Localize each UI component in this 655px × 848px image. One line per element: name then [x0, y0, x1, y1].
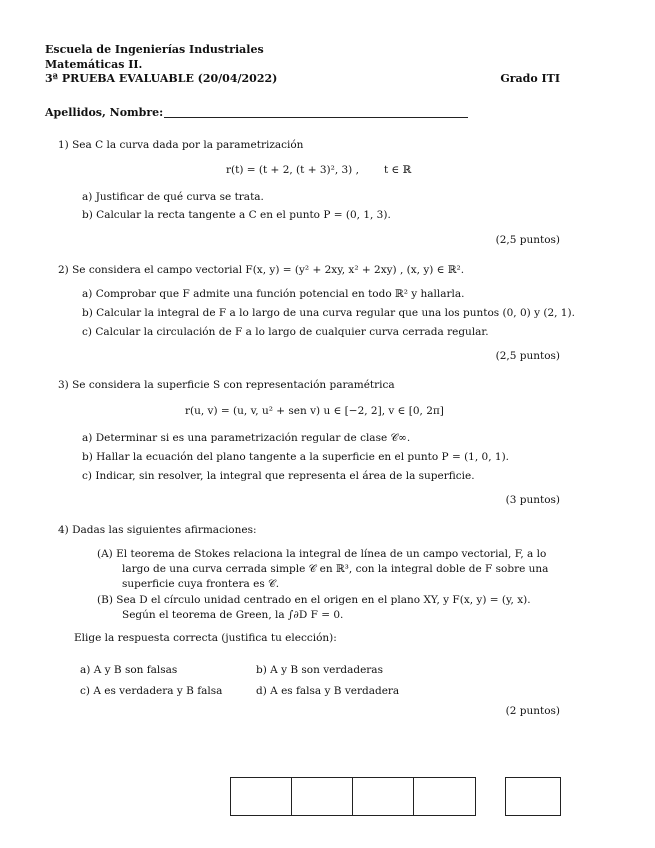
q1-formula: r(t) = (t + 2, (t + 3)², 3) ,	[226, 164, 359, 176]
q3-part-b: b) Hallar la ecuación del plano tangente a la superficie en el punto P = (1, 0, 1).	[82, 451, 510, 463]
q4-option-d[interactable]: d) A es falsa y B verdadera	[256, 685, 400, 697]
q3-part-c: c) Indicar, sin resolver, la integral que representa el área de la superficie.	[82, 470, 475, 482]
q3-part-a: a) Determinar si es una parametrización regular de clase 𝒞∞.	[82, 432, 411, 444]
score-box-2[interactable]	[291, 777, 353, 816]
q2-part-c: c) Calcular la circulación de F a lo largo de cualquier curva cerrada regular.	[82, 326, 489, 338]
q1-intro: 1) Sea C la curva dada por la parametrización	[58, 139, 304, 151]
q3-intro: 3) Se considera la superficie S con representación paramétrica	[58, 379, 395, 391]
q4-option-c[interactable]: c) A es verdadera y B falsa	[80, 685, 223, 697]
q1-domain: t ∈ ℝ	[384, 164, 412, 176]
name-label: Apellidos, Nombre:	[45, 106, 164, 119]
exam-title: 3ª PRUEBA EVALUABLE (20/04/2022)	[45, 72, 278, 85]
q4-statement-a-line1: (A) El teorema de Stokes relaciona la integral de línea de un campo vectorial, F, a lo	[97, 548, 547, 560]
school-name: Escuela de Ingenierías Industriales	[45, 43, 264, 56]
score-box-1[interactable]	[230, 777, 292, 816]
q4-intro: 4) Dadas las siguientes afirmaciones:	[58, 524, 257, 536]
q4-points: (2 puntos)	[505, 705, 560, 717]
q4-statement-b-line1: (B) Sea D el círculo unidad centrado en el origen en el plano XY, y F(x, y) = (y, x).	[97, 594, 531, 606]
q4-statement-a-line2: largo de una curva cerrada simple 𝒞 en ℝ³, con la integral doble de F sobre una	[122, 563, 549, 575]
q1-points: (2,5 puntos)	[495, 234, 560, 246]
q2-part-b: b) Calcular la integral de F a lo largo de una curva regular que una los puntos (0, 0) y (2, 1).	[82, 307, 575, 319]
q2-points: (2,5 puntos)	[495, 350, 560, 362]
score-box-4[interactable]	[413, 777, 476, 816]
total-score-box[interactable]	[505, 777, 561, 816]
score-box-3[interactable]	[352, 777, 414, 816]
q1-part-b: b) Calcular la recta tangente a C en el punto P = (0, 1, 3).	[82, 209, 391, 221]
grade-label: Grado ITI	[500, 72, 560, 85]
subject-name: Matemáticas II.	[45, 58, 143, 71]
q4-prompt: Elige la respuesta correcta (justifica tu elección):	[74, 632, 337, 644]
q2-intro: 2) Se considera el campo vectorial F(x, y) = (y² + 2xy, x² + 2xy) , (x, y) ∈ ℝ².	[58, 264, 465, 276]
q3-points: (3 puntos)	[505, 494, 560, 506]
name-field-line[interactable]	[164, 117, 468, 118]
q1-part-a: a) Justificar de qué curva se trata.	[82, 191, 264, 203]
q4-option-a[interactable]: a) A y B son falsas	[80, 664, 178, 676]
q4-option-b[interactable]: b) A y B son verdaderas	[256, 664, 383, 676]
q3-formula: r(u, v) = (u, v, u² + sen v) u ∈ [−2, 2], v ∈ [0, 2π]	[185, 405, 444, 417]
q4-statement-b-line2: Según el teorema de Green, la ∫∂D F = 0.	[122, 609, 344, 621]
q2-part-a: a) Comprobar que F admite una función potencial en todo ℝ² y hallarla.	[82, 288, 465, 300]
q4-statement-a-line3: superficie cuya frontera es 𝒞.	[122, 578, 280, 590]
